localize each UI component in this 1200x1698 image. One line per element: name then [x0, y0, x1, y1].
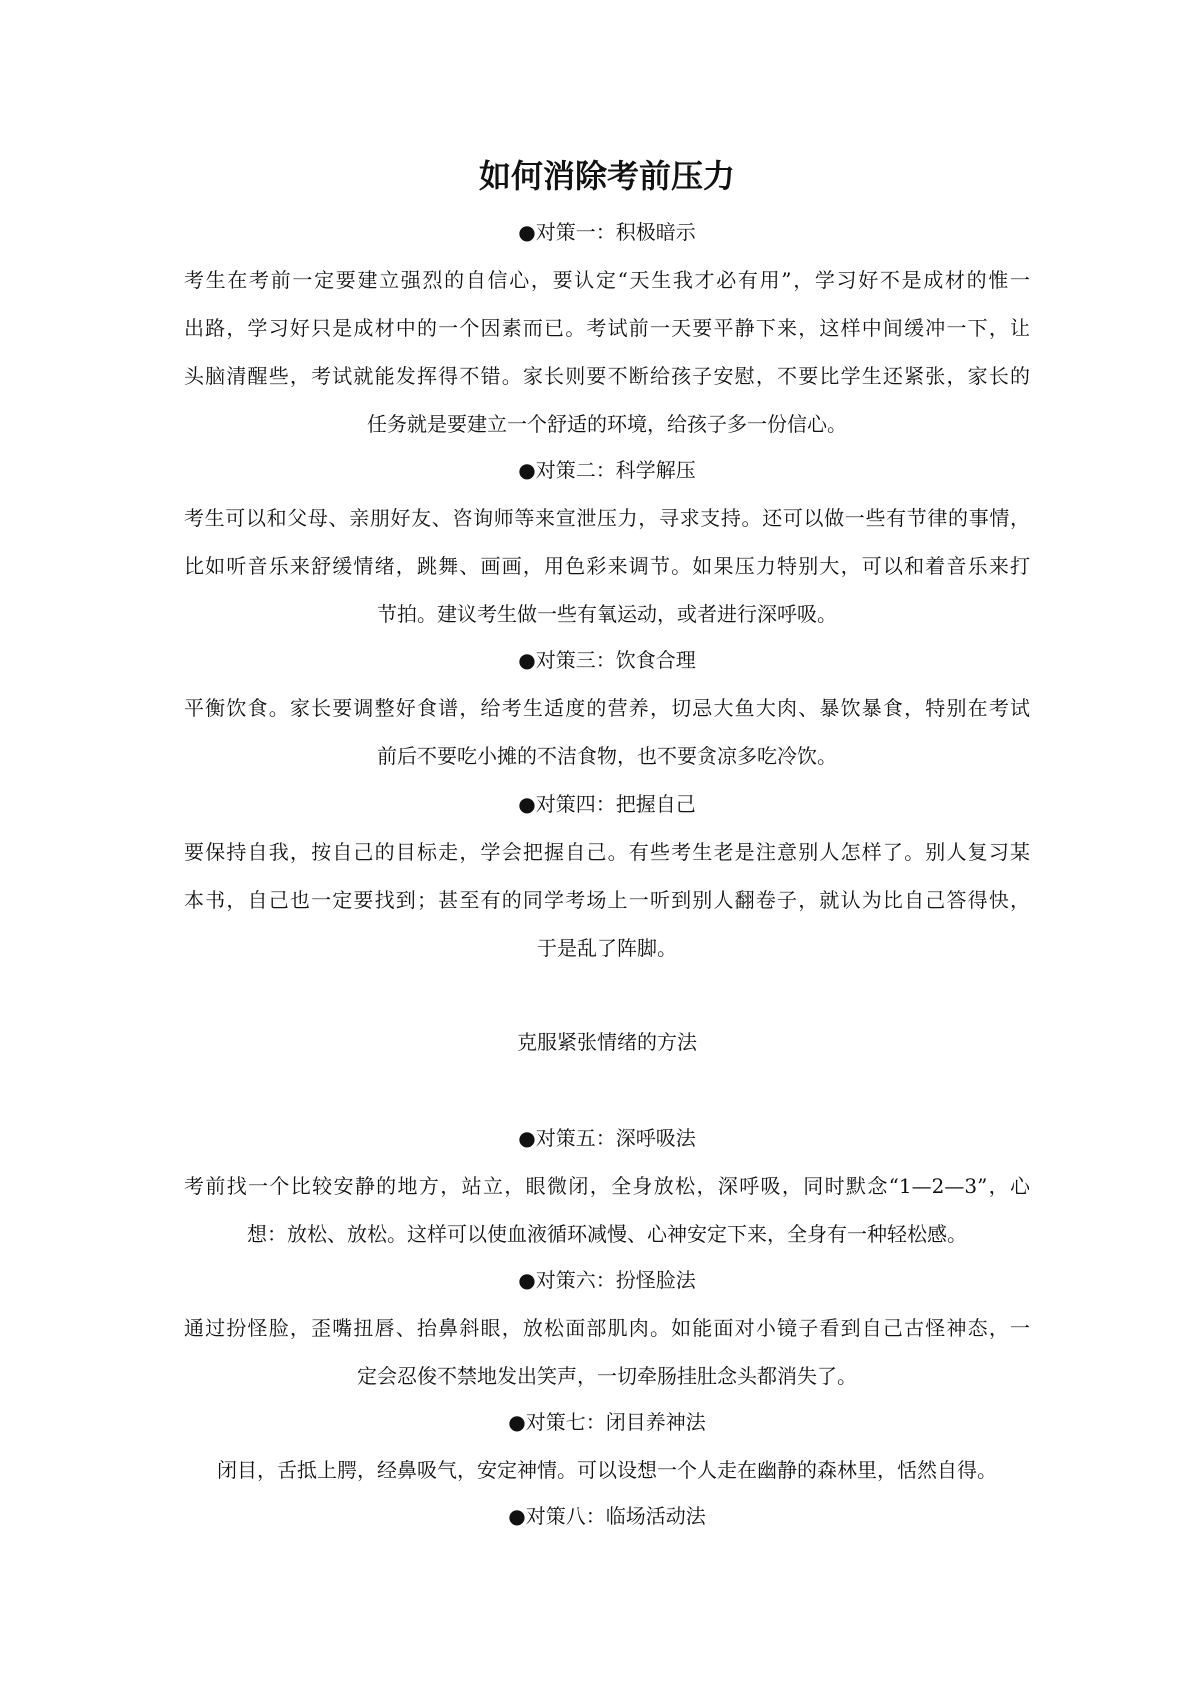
section-heading-4: ●对策四：把握自己	[518, 792, 696, 816]
paragraph-line: 考生在考前一定要建立强烈的自信心，要认定“天生我才必有用”，学习好不是成材的惟一	[184, 268, 1030, 292]
section-body-4	[184, 828, 1030, 972]
section-body-7	[184, 1446, 1030, 1494]
section-heading-7: ●对策七：闭目养神法	[508, 1410, 706, 1434]
paragraph-line: 本书，自己也一定要找到；甚至有的同学考场上一听到别人翻卷子，就认为比自己答得快，	[184, 888, 1030, 912]
paragraph-line: 平衡饮食。家长要调整好食谱，给考生适度的营养，切忌大鱼大肉、暴饮暴食，特别在考试	[184, 696, 1030, 720]
paragraph-line: 节拍。建议考生做一些有氧运动，或者进行深呼吸。	[377, 602, 837, 626]
paragraph-line: 定会忍俊不禁地发出笑声，一切牵肠挂肚念头都消失了。	[357, 1364, 857, 1388]
section-heading-2: ●对策二：科学解压	[518, 458, 696, 482]
paragraph-line: 想：放松、放松。这样可以使血液循环减慢、心神安定下来，全身有一种轻松感。	[247, 1222, 967, 1246]
paragraph-line: 任务就是要建立一个舒适的环境，给孩子多一份信心。	[367, 412, 847, 436]
section-heading-8: ●对策八：临场活动法	[508, 1504, 706, 1528]
paragraph-line: 闭目，舌抵上腭，经鼻吸气，安定神情。可以设想一个人走在幽静的森林里，恬然自得。	[217, 1458, 997, 1482]
paragraph-line: 通过扮怪脸，歪嘴扭唇、抬鼻斜眼，放松面部肌肉。如能面对小镜子看到自己古怪神态，一	[184, 1316, 1030, 1340]
section-heading-5: ●对策五：深呼吸法	[518, 1126, 696, 1150]
paragraph-line: 于是乱了阵脚。	[537, 936, 677, 960]
paragraph-line: 头脑清醒些，考试就能发挥得不错。家长则要不断给孩子安慰，不要比学生还紧张，家长的	[184, 364, 1030, 388]
section-body-2	[184, 494, 1030, 638]
paragraph-line: 出路，学习好只是成材中的一个因素而已。考试前一天要平静下来，这样中间缓冲一下，让	[184, 316, 1030, 340]
section-heading-3: ●对策三：饮食合理	[518, 648, 696, 672]
section-body-1	[184, 256, 1030, 448]
paragraph-line: 要保持自我，按自己的目标走，学会把握自己。有些考生老是注意别人怎样了。别人复习某	[184, 840, 1030, 864]
section-body-6	[184, 1304, 1030, 1400]
paragraph-line: 考前找一个比较安静的地方，站立，眼微闭，全身放松，深呼吸，同时默念“1—2—3”，心	[184, 1174, 1030, 1198]
section-body-3	[184, 684, 1030, 780]
section-heading-6: ●对策六：扮怪脸法	[518, 1268, 696, 1292]
paragraph-line: 考生可以和父母、亲朋好友、咨询师等来宣泄压力，寻求支持。还可以做一些有节律的事情，	[184, 506, 1030, 530]
section-subtitle: 克服紧张情绪的方法	[517, 1030, 697, 1054]
document-title: 如何消除考前压力	[478, 157, 735, 195]
section-body-5	[184, 1162, 1030, 1258]
paragraph-line: 前后不要吃小摊的不洁食物，也不要贪凉多吃冷饮。	[377, 744, 837, 768]
paragraph-line: 比如听音乐来舒缓情绪，跳舞、画画，用色彩来调节。如果压力特别大，可以和着音乐来打	[184, 554, 1030, 578]
section-heading-1: ●对策一：积极暗示	[518, 220, 696, 244]
